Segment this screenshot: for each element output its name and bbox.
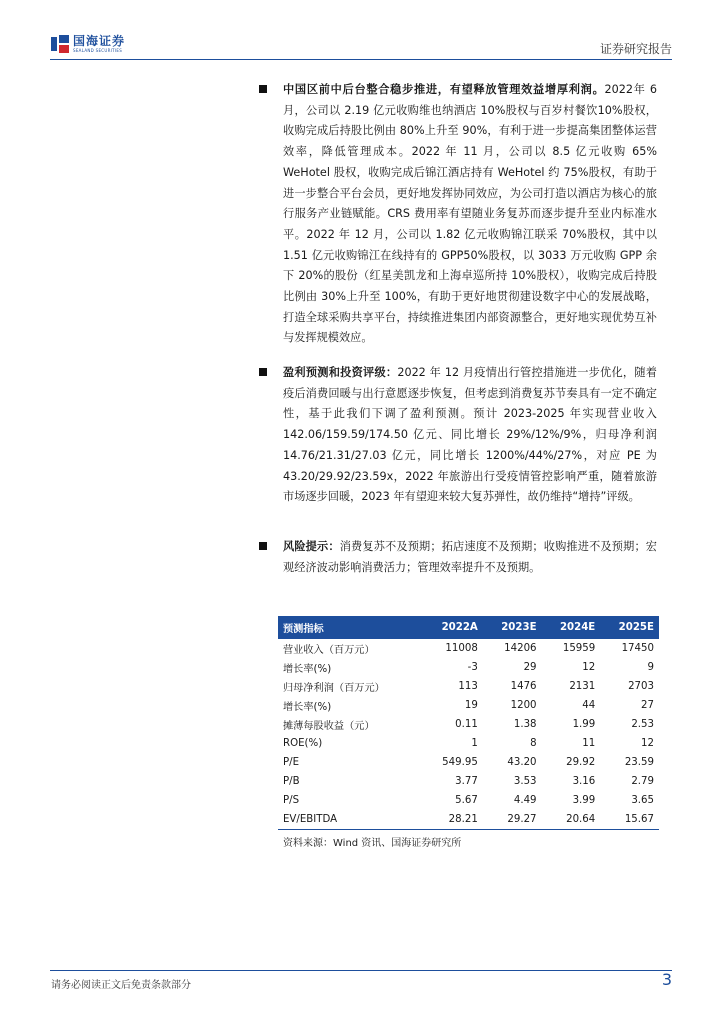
table-header-cell: 2024E <box>542 616 601 639</box>
table-cell: 11 <box>582 738 596 749</box>
table-row <box>278 677 659 696</box>
table-cell: 19 <box>464 700 478 711</box>
table-cell: 23.59 <box>624 757 654 768</box>
table-row <box>278 791 659 810</box>
table-row <box>278 715 659 734</box>
table-cell: 17450 <box>621 643 654 654</box>
table-cell: 2131 <box>569 681 596 692</box>
table-cell: 29.92 <box>566 757 596 768</box>
table-row <box>278 753 659 772</box>
logo-mark-icon <box>51 35 69 53</box>
table-cell: 摊薄每股收益（元） <box>283 721 375 732</box>
table-header-cell: 2023E <box>483 616 542 639</box>
table-cell: 归母净利润（百万元） <box>283 683 385 694</box>
table-cell: ROE(%) <box>283 738 323 749</box>
bullet-square-icon <box>259 85 267 93</box>
section-body: 2022 年 12 月疫情出行管控措施进一步优化，随着疫后消费回暖与出行意愿逐步恢复，但考虑到消费复苏节奏具有一定不确定性，基于此我们下调了盈利预测。预计 2023-2025 年实现营业收入 142.06/159.59/174.50 亿元、同比增长 29%/12%/9%，归母净利润 14.76/21.31/27.03 亿元，同比增长 1200%/44%/27%，对应 PE 为 43.20/29.92/23.59x，2022 年旅游出行受疫情管控影响严重，随着旅游市场逐步回暖，2023 年有望迎来较大复苏弹性，故仍维持“增持”评级。 <box>283 366 657 504</box>
table-row <box>278 696 659 715</box>
table-cell: 113 <box>458 681 478 692</box>
bullet-square-icon <box>259 368 267 376</box>
table-cell: 44 <box>582 700 596 711</box>
table-header-cell: 预测指标 <box>278 616 423 639</box>
company-logo <box>51 33 125 55</box>
table-cell: -3 <box>467 662 478 673</box>
section-risk <box>283 537 657 578</box>
table-header-cell: 2025E <box>600 616 659 639</box>
table-row <box>278 734 659 753</box>
table-cell: 28.21 <box>423 810 483 830</box>
table-header-cell: 2022A <box>423 616 483 639</box>
report-type-label: 证券研究报告 <box>599 42 672 56</box>
footer-disclaimer: 请务必阅读正文后免责条款部分 <box>51 980 191 991</box>
footer-divider <box>50 970 672 971</box>
table-row <box>278 772 659 791</box>
header-divider <box>50 59 672 60</box>
table-cell: 29.27 <box>483 810 542 830</box>
table-row <box>278 658 659 677</box>
section-integration <box>283 80 657 349</box>
table-cell: 5.67 <box>455 795 478 806</box>
forecast-table <box>278 616 659 830</box>
table-cell: 1.99 <box>572 719 596 730</box>
table-cell: 3.53 <box>513 776 537 787</box>
table-cell: 3.99 <box>572 795 596 806</box>
table-cell: 12 <box>582 662 596 673</box>
table-row <box>278 639 659 658</box>
table-cell: 15.67 <box>600 810 659 830</box>
table-cell: 9 <box>647 662 654 673</box>
table-cell: 2703 <box>628 681 654 692</box>
table-cell: 11008 <box>445 643 478 654</box>
table-cell: 12 <box>641 738 654 749</box>
bullet-square-icon <box>259 542 267 550</box>
table-cell: 增长率(%) <box>283 702 332 713</box>
logo-name-en: SEALAND SECURITIES <box>73 48 123 53</box>
table-cell: 20.64 <box>542 810 601 830</box>
section-title: 中国区前中后台整合稳步推进，有望释放管理效益增厚利润。 <box>283 83 605 96</box>
table-header-row <box>278 616 659 639</box>
section-earnings-forecast <box>283 363 657 508</box>
table-cell: 29 <box>523 662 537 673</box>
section-title: 盈利预测和投资评级： <box>283 366 398 379</box>
table-cell: 2.79 <box>631 776 654 787</box>
table-cell: 4.49 <box>513 795 537 806</box>
table-cell: P/B <box>283 776 300 787</box>
table-cell: 增长率(%) <box>283 664 332 675</box>
table-cell: 3.65 <box>631 795 654 806</box>
page-number: 3 <box>661 970 672 989</box>
table-cell: 1 <box>471 738 478 749</box>
table-cell: 14206 <box>504 643 537 654</box>
table-cell: 15959 <box>562 643 596 654</box>
section-body: 2022年 6 月，公司以 2.19 亿元收购维也纳酒店 10%股权与百岁村餐饮10%股权，收购完成后持股比例由 80%上升至 90%，有利于进一步提高集团整体运营效率，降低管理成本。2022 年 11 月，公司以 8.5 亿元收购 65% WeHotel 股权，收购完成后锦江酒店持有 WeHotel 约 75%股权，有助于进一步整合平台会员，更好地发挥协同效应，为公司打造以酒店为核心的旅行服务产业链赋能。CRS 费用率有望随业务复苏而逐步提升至业内标准水平。2022 年 12 月，公司以 1.82 亿元收购锦江联采 70%股权，其中以 1.51 亿元收购锦江在线持有的 GPP50%股权，以 3033 万元收购 GPP 余下 20%的股份（红星美凯龙和上海卓巡所持 10%股权），收购完成后持股比例由 30%上升至 100%，有助于更好地贯彻建设数字中心的发展战略，打造全球采购共享平台，持续推进集团内部资源整合，更好地实现优势互补与发挥规模效应。 <box>283 83 657 345</box>
table-cell: 549.95 <box>442 757 478 768</box>
table-cell: 1200 <box>510 700 537 711</box>
section-body: 消费复苏不及预期；拓店速度不及预期；收购推进不及预期；宏观经济波动影响消费活力；管理效率提升不及预期。 <box>283 540 657 574</box>
table-cell: 1476 <box>510 681 537 692</box>
table-cell: 2.53 <box>631 719 654 730</box>
table-cell: P/E <box>283 757 300 768</box>
table-cell: 0.11 <box>455 719 478 730</box>
table-cell: 3.77 <box>455 776 478 787</box>
table-row <box>278 810 659 830</box>
table-cell: 3.16 <box>572 776 596 787</box>
table-cell: 营业收入（百万元） <box>283 645 375 656</box>
table-cell: 27 <box>641 700 654 711</box>
table-cell: 1.38 <box>513 719 537 730</box>
logo-name-cn: 国海证券 <box>73 34 126 48</box>
table-source-note: 资料来源：Wind 资讯、国海证券研究所 <box>283 838 462 849</box>
table-cell: 8 <box>530 738 537 749</box>
table-cell: 43.20 <box>507 757 537 768</box>
table-cell: EV/EBITDA <box>278 810 423 830</box>
section-title: 风险提示： <box>283 540 340 553</box>
table-cell: P/S <box>283 795 300 806</box>
